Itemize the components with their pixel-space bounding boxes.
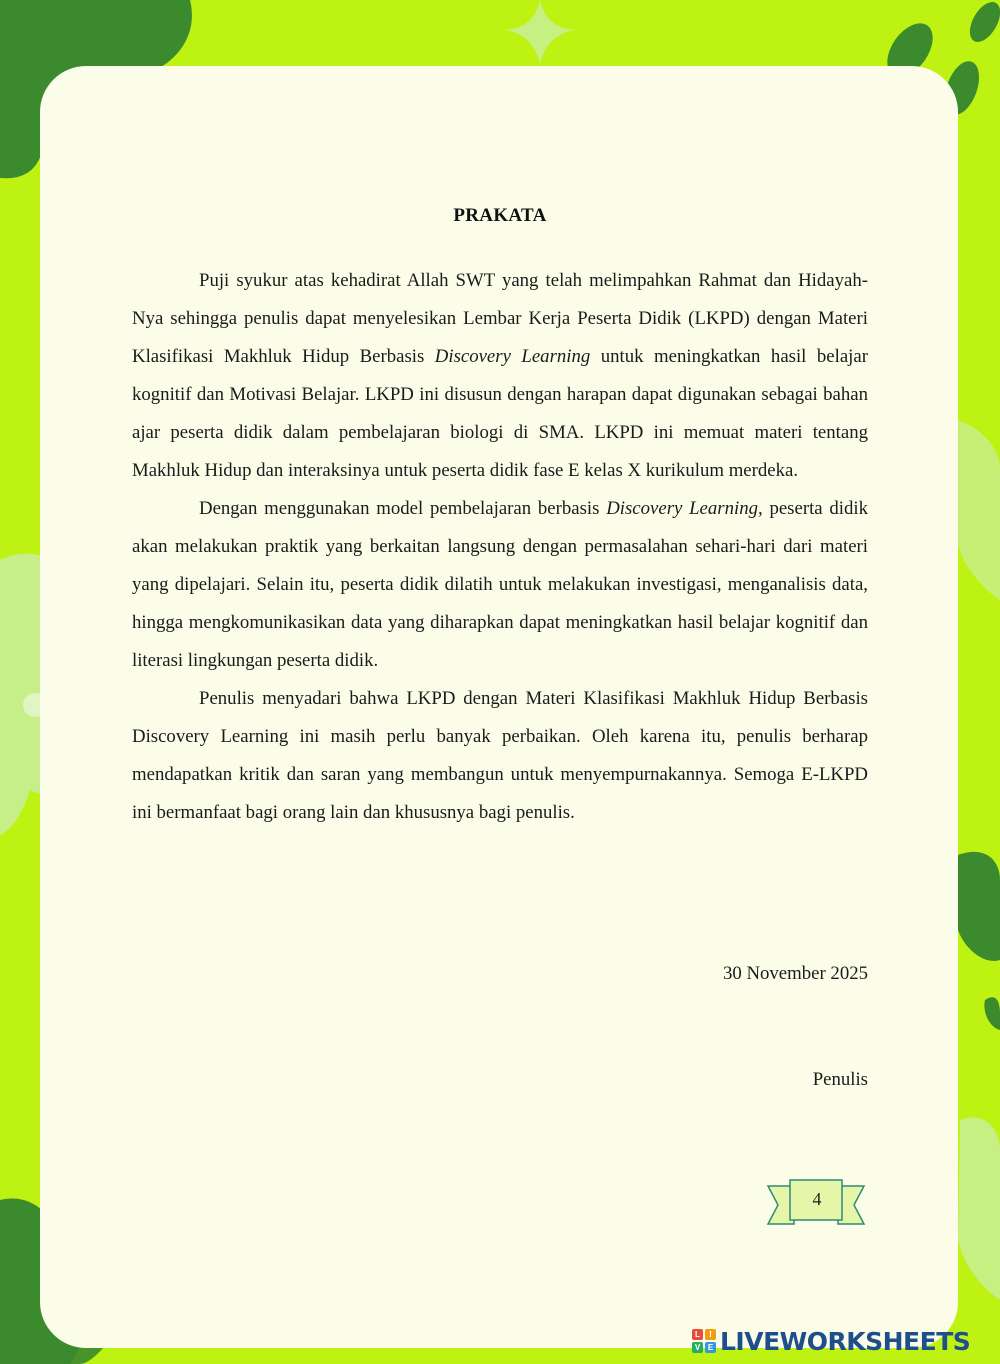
light-leaf-bottom-right (958, 1117, 1000, 1300)
liveworksheets-watermark (692, 1324, 970, 1358)
paragraph (132, 262, 868, 490)
dark-leaf-top-right-3 (964, 0, 1000, 47)
text-run: Puji syukur atas kehadirat Allah SWT yang telah melimpahkan Rahmat dan Hidayah-Nya sehingga penulis dapat menyelesikan Lembar Kerja Peserta Didik (LKPD) dengan Materi Klasifikasi Makhluk Hidup Berbasis (132, 270, 868, 367)
light-sparkle-top (505, 0, 575, 64)
page-number: 4 (812, 1189, 822, 1209)
body-text (132, 262, 868, 832)
paragraph (132, 680, 868, 832)
date-text: 30 November 2025 (722, 963, 868, 984)
logo-letter: I (705, 1329, 716, 1340)
italic-text: Discovery Learning, (606, 498, 763, 519)
logo-letter: L (692, 1329, 703, 1340)
dark-swirl-right (958, 852, 1000, 961)
text-run: Penulis menyadari bahwa LKPD dengan Materi Klasifikasi Makhluk Hidup Berbasis Discovery Learning ini masih perlu banyak perbaikan. Oleh karena itu, penulis berharap mendapatkan kritik dan saran yang membangun untuk menyempurnakannya. Semoga E-LKPD ini bermanfaat bagi orang lain dan khususnya bagi penulis. (132, 688, 868, 823)
text-run: peserta didik akan melakukan praktik yang berkaitan langsung dengan permasalahan sehari-hari dari materi yang dipelajari. Selain itu, peserta didik dilatih untuk melakukan investigasi, menganalisis data, hingga mengkomunikasikan data yang diharapkan dapat meningkatkan hasil belajar kognitif dan literasi lingkungan peserta didik. (132, 498, 868, 671)
logo-letter: E (705, 1342, 716, 1353)
paragraph (132, 490, 868, 680)
dark-leaf-right-low (984, 997, 1000, 1030)
liveworksheets-text: LIVEWORKSHEETS (720, 1326, 971, 1356)
page-title: PRAKATA (453, 205, 547, 226)
italic-text: Discovery Learning (434, 346, 591, 367)
light-swirl-right (958, 420, 1000, 600)
text-run: untuk meningkatkan hasil belajar kognitif dan Motivasi Belajar. LKPD ini disusun dengan harapan dapat digunakan sebagai bahan ajar peserta didik dalam pembelajaran biologi di SMA. LKPD ini memuat materi tentang Makhluk Hidup dan interaksinya untuk peserta didik fase E kelas X kurikulum merdeka. (132, 346, 868, 481)
text-run: Dengan menggunakan model pembelajaran berbasis (199, 498, 607, 519)
liveworksheets-logo-icon (692, 1329, 716, 1353)
logo-letter: V (692, 1342, 703, 1353)
signer-text: Penulis (812, 1069, 868, 1090)
